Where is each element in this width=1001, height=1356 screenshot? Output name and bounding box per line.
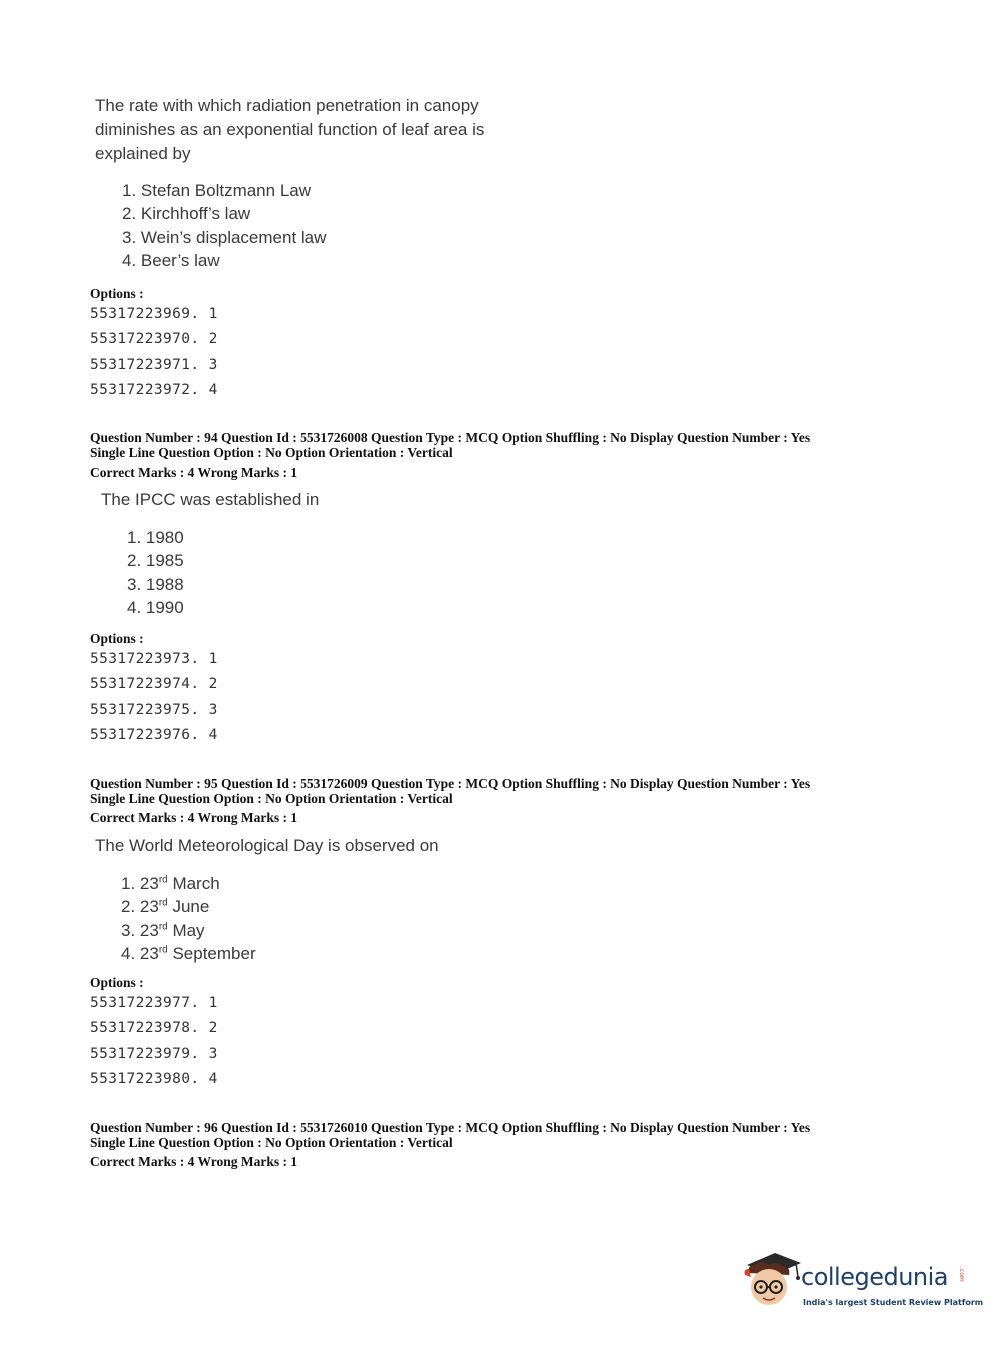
logo-tagline: India's largest Student Review Platform — [803, 1298, 984, 1307]
q94-meta — [90, 430, 810, 460]
q93-options — [90, 302, 218, 403]
q94-options-label: Options : — [90, 631, 144, 646]
q96-marks: Correct Marks : 4 Wrong Marks : 1 — [90, 1154, 298, 1169]
q93-options-label: Options : — [90, 286, 144, 301]
q96-meta-line1: Question Number : 96 Question Id : 5531726010 Question Type : MCQ Option Shuffling : No Display Question Number : Yes — [90, 1120, 811, 1135]
q95-options — [90, 991, 218, 1092]
q95-option: 55317223980. 4 — [90, 1070, 218, 1087]
q94-choices — [127, 526, 184, 619]
q95-options-label: Options : — [90, 975, 144, 990]
q94-meta-line1: Question Number : 94 Question Id : 5531726008 Question Type : MCQ Option Shuffling : No Display Question Number : Yes — [90, 430, 811, 445]
q93-choice: 4. Beer’s law — [122, 250, 220, 270]
q94-option: 55317223973. 1 — [90, 651, 218, 667]
q96-meta — [90, 1120, 810, 1150]
q94-choice: 2. 1985 — [127, 551, 184, 571]
q94-option: 55317223975. 3 — [90, 701, 218, 718]
collegedunia-logo — [741, 1247, 984, 1319]
q96-meta-line2: Single Line Question Option : No Option Orientation : Vertical — [90, 1135, 453, 1150]
q95-option: 55317223977. 1 — [90, 995, 218, 1011]
q94-marks: Correct Marks : 4 Wrong Marks : 1 — [90, 465, 298, 480]
q93-choices — [122, 179, 326, 272]
q94-option: 55317223974. 2 — [90, 676, 218, 693]
q94-option: 55317223976. 4 — [90, 726, 218, 743]
q94-choice: 3. 1988 — [127, 574, 184, 594]
q93-choice: 1. Stefan Boltzmann Law — [122, 181, 312, 200]
q94-meta-line2: Single Line Question Option : No Option Orientation : Vertical — [90, 445, 453, 460]
q95-meta-line2: Single Line Question Option : No Option Orientation : Vertical — [90, 791, 453, 806]
q95-meta-line1: Question Number : 95 Question Id : 5531726009 Question Type : MCQ Option Shuffling : No Display Question Number : Yes — [90, 776, 811, 791]
q93-option: 55317223969. 1 — [90, 306, 218, 322]
q95-option: 55317223979. 3 — [90, 1045, 218, 1062]
q93-choice: 2. Kirchhoff’s law — [122, 204, 251, 224]
logo-com: .com — [958, 1267, 965, 1282]
q93-option: 55317223971. 3 — [90, 356, 218, 373]
q95-meta — [90, 776, 810, 806]
q93-text-line: explained by — [95, 144, 191, 163]
q95-choice: 1. 23rd March — [121, 874, 220, 893]
q95-option: 55317223978. 2 — [90, 1020, 218, 1037]
q95-text: The World Meteorological Day is observed on — [95, 836, 439, 855]
q94-choice: 1. 1980 — [127, 528, 184, 547]
logo-wordmark: collegedunia — [801, 1263, 949, 1291]
q93-option: 55317223972. 4 — [90, 381, 218, 398]
q93-text-line: diminishes as an exponential function of leaf area is — [95, 120, 485, 139]
q94-choice: 4. 1990 — [127, 597, 184, 617]
q95-choices — [121, 872, 256, 965]
q95-marks: Correct Marks : 4 Wrong Marks : 1 — [90, 810, 298, 825]
q95-choice: 2. 23rd June — [121, 897, 210, 917]
q95-choice: 3. 23rd May — [121, 920, 205, 940]
q95-choice: 4. 23rd September — [121, 943, 256, 963]
q94-options — [90, 647, 218, 748]
q93-choice: 3. Wein’s displacement law — [122, 227, 327, 247]
q94-text: The IPCC was established in — [101, 490, 320, 509]
q93-text-line: The rate with which radiation penetration in canopy — [95, 96, 479, 115]
mascot-icon — [741, 1247, 803, 1313]
q93-option: 55317223970. 2 — [90, 331, 218, 348]
q93-text — [95, 94, 484, 166]
